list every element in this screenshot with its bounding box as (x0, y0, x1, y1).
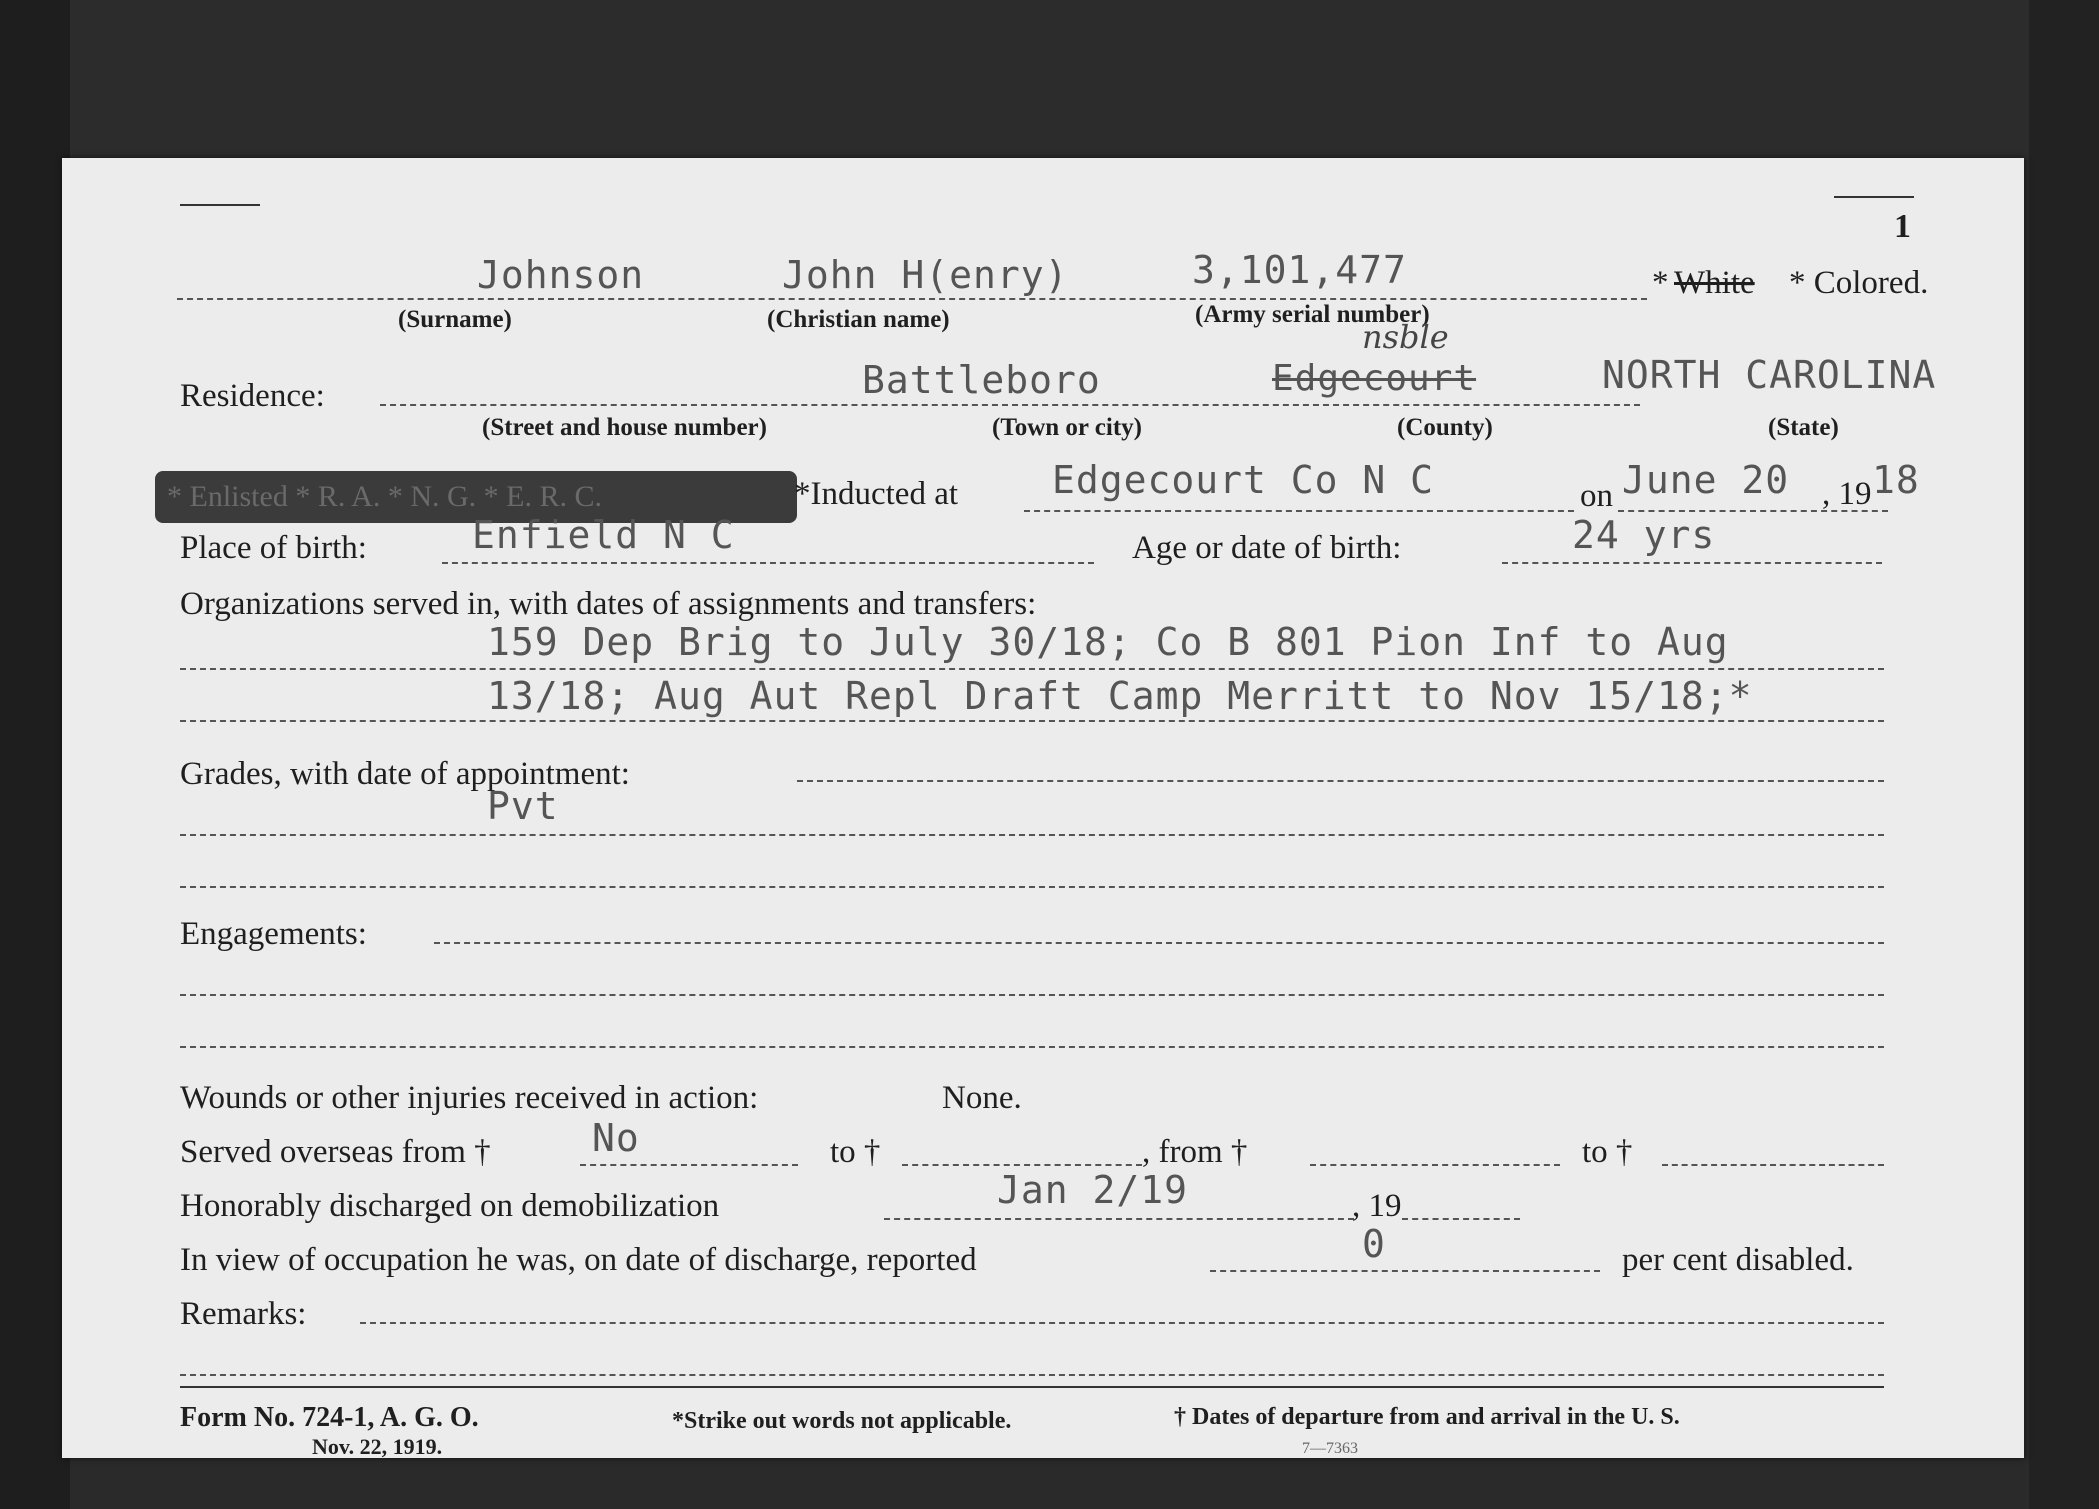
scan-background-top (0, 0, 2099, 160)
race-white: White (1674, 265, 1755, 301)
place-of-birth-line (442, 562, 1094, 564)
discharge-label: Honorably discharged on demobilization (180, 1188, 720, 1224)
service-record-card (62, 158, 2024, 1458)
residence-town-value: Battleboro (862, 358, 1101, 402)
grades-value: Pvt (487, 784, 559, 828)
place-of-birth-label: Place of birth: (180, 530, 367, 566)
wounds-value: None. (942, 1080, 1022, 1116)
inducted-year-prefix: , 19 (1822, 476, 1872, 512)
residence-line (380, 404, 1640, 406)
engagements-rule-2 (180, 994, 1884, 996)
engagements-rule-3 (180, 1046, 1884, 1048)
discharge-line (884, 1218, 1354, 1220)
race-prefix: * (1652, 265, 1669, 301)
remarks-rule-1 (360, 1322, 1884, 1324)
label-surname: (Surname) (398, 306, 512, 333)
surname-value: Johnson (477, 253, 645, 297)
age-line (1502, 562, 1882, 564)
top-right-rule (1834, 196, 1914, 198)
grades-label: Grades, with date of appointment: (180, 756, 630, 792)
organizations-line-1: 159 Dep Brig to July 30/18; Co B 801 Pion Inf to Aug (487, 620, 1729, 664)
engagements-label: Engagements: (180, 916, 367, 952)
overseas-to2-line (1662, 1164, 1884, 1166)
served-overseas-value: No (592, 1116, 640, 1160)
age-label: Age or date of birth: (1132, 530, 1402, 566)
inducted-date-value: June 20 (1622, 458, 1790, 502)
disability-label: In view of occupation he was, on date of discharge, reported (180, 1242, 977, 1278)
discharge-year-prefix: , 19 (1352, 1188, 1402, 1224)
label-street: (Street and house number) (482, 414, 767, 441)
serial-number-value: 3,101,477 (1192, 248, 1407, 292)
grades-rule-2 (180, 834, 1884, 836)
label-state: (State) (1768, 414, 1839, 441)
page-number: 1 (1894, 208, 1911, 245)
enlisted-struck-out: * Enlisted * R. A. * N. G. * E. R. C. (155, 471, 797, 523)
remarks-bottom-rule (180, 1386, 1884, 1388)
remarks-label: Remarks: (180, 1296, 307, 1332)
organizations-line-2: 13/18; Aug Aut Repl Draft Camp Merritt to Nov 15/18;* (487, 674, 1753, 718)
grades-rule-1 (797, 780, 1884, 782)
inducted-at-value: Edgecourt Co N C (1052, 458, 1435, 502)
organizations-rule-2 (180, 720, 1884, 722)
overseas-from-line (580, 1164, 798, 1166)
race-colored: * Colored. (1789, 265, 1929, 301)
christian-name-value: John H(enry) (782, 253, 1069, 297)
discharge-year-line (1402, 1218, 1520, 1220)
form-date: Nov. 22, 1919. (312, 1434, 443, 1459)
label-town: (Town or city) (992, 414, 1142, 441)
disability-suffix: per cent disabled. (1622, 1242, 1854, 1278)
residence-label: Residence: (180, 378, 325, 414)
label-county: (County) (1397, 414, 1493, 441)
top-left-rule (180, 204, 260, 206)
dagger-note: † Dates of departure from and arrival in the U. S. (1174, 1404, 1680, 1430)
form-number: Form No. 724-1, A. G. O. (180, 1402, 479, 1433)
place-of-birth-value: Enfield N C (472, 513, 735, 557)
inducted-at-label: *Inducted at (794, 476, 959, 512)
wounds-label: Wounds or other injuries received in action: (180, 1080, 759, 1116)
overseas-from2-label: , from † (1142, 1134, 1248, 1170)
disability-value: 0 (1362, 1222, 1386, 1266)
organizations-rule-1 (180, 668, 1884, 670)
county-handwritten-correction: nsble (1362, 318, 1449, 356)
overseas-to2-label: to † (1582, 1134, 1633, 1170)
organizations-label: Organizations served in, with dates of assignments and transfers: (180, 586, 1037, 622)
disability-line (1210, 1270, 1600, 1272)
overseas-from2-line (1310, 1164, 1560, 1166)
inducted-on-label: on (1580, 478, 1613, 514)
overseas-to-label: to † (830, 1134, 881, 1170)
discharge-date-value: Jan 2/19 (997, 1168, 1189, 1212)
scan-background-left (0, 0, 70, 1509)
strike-out-note: *Strike out words not applicable. (672, 1408, 1012, 1434)
label-christian-name: (Christian name) (767, 306, 950, 333)
remarks-rule-2 (180, 1374, 1884, 1376)
residence-state-value: NORTH CAROLINA (1602, 353, 1937, 397)
inducted-year-value: 18 (1872, 458, 1920, 502)
residence-county-value: Edgecourt (1272, 358, 1477, 399)
overseas-to-line (902, 1164, 1142, 1166)
grades-rule-3 (180, 886, 1884, 888)
scan-background-right (2029, 0, 2099, 1509)
inducted-at-line (1024, 510, 1574, 512)
engagements-rule-1 (434, 942, 1884, 944)
name-row-line (177, 298, 1647, 300)
age-value: 24 yrs (1572, 513, 1716, 557)
label-serial-number: (Army serial number) (1195, 301, 1430, 328)
stamp-number: 7—7363 (1302, 1440, 1358, 1457)
served-overseas-label: Served overseas from † (180, 1134, 491, 1170)
